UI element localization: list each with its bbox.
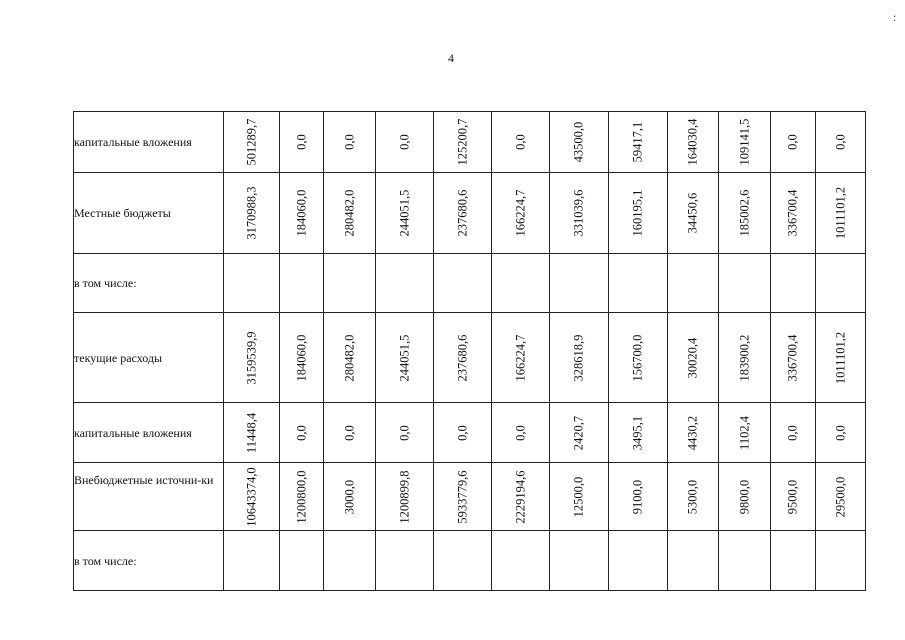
page-number: 4 bbox=[448, 51, 454, 65]
value-cell bbox=[719, 173, 771, 254]
value-cell bbox=[434, 313, 492, 403]
cell-value: 237680,6 bbox=[455, 334, 469, 381]
value-cell bbox=[376, 313, 434, 403]
cell-value: 30020,4 bbox=[685, 337, 700, 378]
value-cell bbox=[668, 254, 719, 313]
value-cell bbox=[719, 531, 771, 591]
value-cell bbox=[609, 112, 668, 173]
cell-value: 0,0 bbox=[785, 134, 800, 150]
table-row bbox=[74, 173, 866, 254]
value-cell bbox=[668, 173, 719, 254]
cell-value: 5933779,6 bbox=[455, 470, 469, 524]
value-cell bbox=[492, 531, 550, 591]
value-cell bbox=[816, 531, 866, 591]
cell-value: 9500,0 bbox=[785, 479, 800, 515]
value-cell bbox=[434, 531, 492, 591]
cell-value: 10643374,0 bbox=[244, 467, 258, 527]
value-cell bbox=[816, 173, 866, 254]
cell-value: 59417,1 bbox=[630, 121, 645, 163]
value-cell bbox=[434, 403, 492, 463]
value-cell bbox=[376, 531, 434, 591]
cell-value: 156700,0 bbox=[630, 334, 645, 381]
value-cell bbox=[668, 313, 719, 403]
cell-value: 183900,2 bbox=[737, 334, 751, 381]
value-cell bbox=[550, 531, 609, 591]
value-cell bbox=[816, 112, 866, 173]
cell-value: 3495,1 bbox=[630, 415, 645, 450]
cell-value: 336700,4 bbox=[785, 334, 800, 381]
value-cell bbox=[224, 403, 280, 463]
value-cell bbox=[324, 531, 376, 591]
value-cell bbox=[609, 531, 668, 591]
cell-value: 0,0 bbox=[513, 134, 527, 150]
cell-value: 12500,0 bbox=[571, 476, 586, 518]
value-cell bbox=[771, 313, 816, 403]
cell-value: 0,0 bbox=[513, 424, 527, 441]
value-cell bbox=[224, 112, 280, 173]
value-cell bbox=[719, 463, 771, 531]
value-cell bbox=[816, 313, 866, 403]
value-cell bbox=[280, 531, 324, 591]
cell-value: 0,0 bbox=[342, 134, 356, 150]
cell-value: 185002,6 bbox=[737, 189, 751, 237]
table-row bbox=[74, 463, 866, 531]
cell-value: 237680,6 bbox=[455, 189, 469, 237]
value-cell bbox=[550, 403, 609, 463]
row-label: текущие расходы bbox=[74, 313, 224, 403]
cell-value: 0,0 bbox=[455, 424, 469, 441]
value-cell bbox=[224, 313, 280, 403]
cell-value: 3000,0 bbox=[342, 479, 356, 515]
cell-value: 1200899,8 bbox=[397, 470, 411, 524]
cell-value: 0,0 bbox=[833, 424, 847, 441]
row-label: в том числе: bbox=[74, 254, 224, 313]
cell-value: 280482,0 bbox=[342, 189, 356, 237]
value-cell bbox=[376, 403, 434, 463]
value-cell bbox=[280, 112, 324, 173]
cell-value: 3159539,9 bbox=[244, 330, 258, 385]
value-cell bbox=[376, 463, 434, 531]
value-cell bbox=[550, 112, 609, 173]
cell-value: 1200800,0 bbox=[294, 470, 308, 524]
value-cell bbox=[224, 531, 280, 591]
cell-value: 0,0 bbox=[294, 134, 308, 150]
corner-mark: : bbox=[893, 10, 897, 24]
value-cell bbox=[324, 313, 376, 403]
cell-value: 9100,0 bbox=[630, 479, 645, 515]
table-row bbox=[74, 531, 866, 591]
value-cell bbox=[771, 403, 816, 463]
value-cell bbox=[816, 254, 866, 313]
value-cell bbox=[224, 463, 280, 531]
value-cell bbox=[280, 403, 324, 463]
value-cell bbox=[771, 254, 816, 313]
value-cell bbox=[550, 173, 609, 254]
value-cell bbox=[771, 112, 816, 173]
table-row bbox=[74, 313, 866, 403]
cell-value: 280482,0 bbox=[342, 334, 356, 381]
value-cell bbox=[668, 531, 719, 591]
value-cell bbox=[668, 112, 719, 173]
value-cell bbox=[434, 463, 492, 531]
cell-value: 5300,0 bbox=[685, 479, 700, 515]
value-cell bbox=[771, 531, 816, 591]
value-cell bbox=[609, 173, 668, 254]
table-row bbox=[74, 112, 866, 173]
value-cell bbox=[324, 173, 376, 254]
value-cell bbox=[550, 463, 609, 531]
value-cell bbox=[492, 254, 550, 313]
budget-table bbox=[73, 111, 866, 591]
cell-value: 2229194,6 bbox=[513, 470, 527, 524]
value-cell bbox=[816, 463, 866, 531]
cell-value: 244051,5 bbox=[397, 189, 411, 237]
value-cell bbox=[376, 254, 434, 313]
cell-value: 184060,0 bbox=[294, 189, 308, 237]
cell-value: 0,0 bbox=[397, 134, 411, 150]
cell-value: 0,0 bbox=[342, 424, 356, 441]
cell-value: 1011101,2 bbox=[833, 186, 847, 240]
value-cell bbox=[492, 112, 550, 173]
cell-value: 331039,6 bbox=[571, 189, 586, 237]
value-cell bbox=[668, 463, 719, 531]
value-cell bbox=[492, 313, 550, 403]
cell-value: 1011101,2 bbox=[833, 331, 847, 384]
cell-value: 336700,4 bbox=[785, 189, 800, 237]
table-row bbox=[74, 254, 866, 313]
value-cell bbox=[719, 313, 771, 403]
cell-value: 501289,7 bbox=[244, 118, 258, 166]
value-cell bbox=[492, 173, 550, 254]
cell-value: 0,0 bbox=[397, 424, 411, 441]
value-cell bbox=[324, 112, 376, 173]
value-cell bbox=[492, 463, 550, 531]
value-cell bbox=[492, 403, 550, 463]
table-row bbox=[74, 403, 866, 463]
value-cell bbox=[719, 112, 771, 173]
cell-value: 1102,4 bbox=[737, 415, 751, 450]
value-cell bbox=[771, 173, 816, 254]
cell-value: 184060,0 bbox=[294, 334, 308, 381]
value-cell bbox=[550, 313, 609, 403]
cell-value: 164030,4 bbox=[685, 118, 700, 166]
value-cell bbox=[280, 254, 324, 313]
row-label: капитальные вложения bbox=[74, 112, 224, 173]
value-cell bbox=[324, 463, 376, 531]
cell-value: 125200,7 bbox=[455, 118, 469, 166]
cell-value: 9800,0 bbox=[737, 479, 751, 515]
cell-value: 166224,7 bbox=[513, 334, 527, 381]
value-cell bbox=[280, 463, 324, 531]
row-label: капитальные вложения bbox=[74, 403, 224, 463]
row-label: Местные бюджеты bbox=[74, 173, 224, 254]
cell-value: 0,0 bbox=[833, 134, 847, 150]
cell-value: 244051,5 bbox=[397, 334, 411, 381]
cell-value: 43500,0 bbox=[571, 121, 586, 163]
cell-value: 0,0 bbox=[294, 424, 308, 441]
value-cell bbox=[224, 254, 280, 313]
value-cell bbox=[434, 254, 492, 313]
value-cell bbox=[609, 313, 668, 403]
value-cell bbox=[719, 403, 771, 463]
cell-value: 2420,7 bbox=[571, 415, 586, 450]
value-cell bbox=[324, 254, 376, 313]
cell-value: 3170988,3 bbox=[244, 186, 258, 240]
value-cell bbox=[324, 403, 376, 463]
row-label: Внебюджетные источни-ки bbox=[74, 463, 224, 531]
value-cell bbox=[376, 173, 434, 254]
value-cell bbox=[434, 173, 492, 254]
value-cell bbox=[609, 254, 668, 313]
cell-value: 160195,1 bbox=[630, 189, 645, 237]
value-cell bbox=[550, 254, 609, 313]
value-cell bbox=[280, 313, 324, 403]
cell-value: 0,0 bbox=[785, 424, 800, 441]
value-cell bbox=[719, 254, 771, 313]
value-cell bbox=[376, 112, 434, 173]
value-cell bbox=[609, 463, 668, 531]
cell-value: 109141,5 bbox=[737, 118, 751, 166]
cell-value: 11448,4 bbox=[244, 412, 258, 453]
cell-value: 4430,2 bbox=[685, 415, 700, 450]
cell-value: 29500,0 bbox=[833, 476, 847, 518]
value-cell bbox=[771, 463, 816, 531]
value-cell bbox=[668, 403, 719, 463]
cell-value: 166224,7 bbox=[513, 189, 527, 237]
cell-value: 328618,9 bbox=[571, 334, 586, 381]
value-cell bbox=[434, 112, 492, 173]
value-cell bbox=[280, 173, 324, 254]
value-cell bbox=[609, 403, 668, 463]
row-label: в том числе: bbox=[74, 531, 224, 591]
value-cell bbox=[816, 403, 866, 463]
value-cell bbox=[224, 173, 280, 254]
cell-value: 34450,6 bbox=[685, 192, 700, 234]
